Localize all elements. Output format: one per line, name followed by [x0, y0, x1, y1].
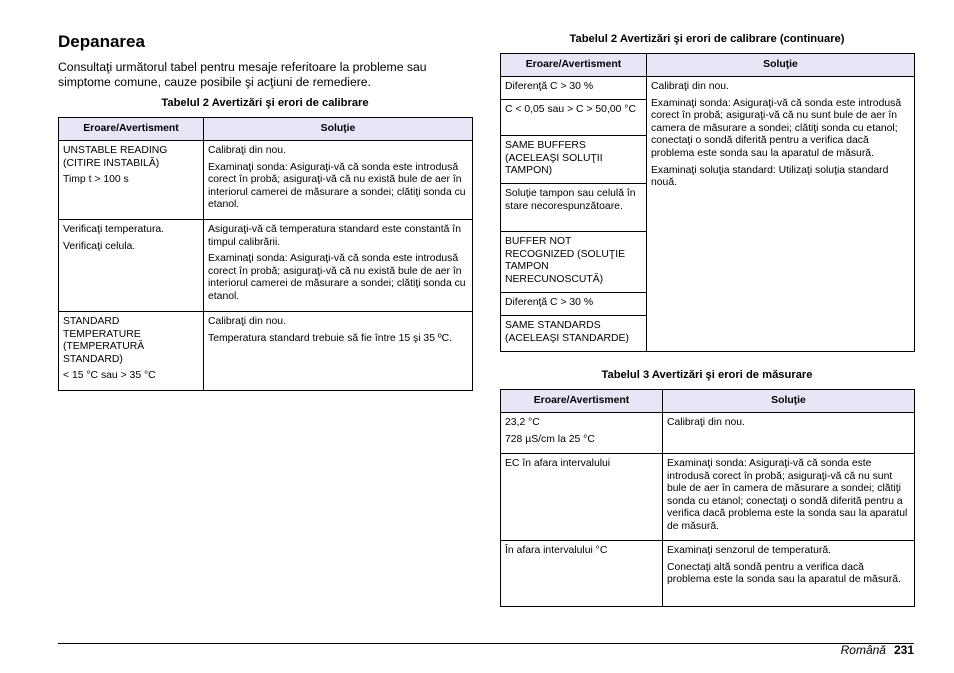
table3-row3-solution: Examinaţi senzorul de temperatură. Conectaţi altă sondă pentru a verifica dacă problema este la sonda sau la aparatul de măsură.: [663, 541, 915, 607]
table-row: [501, 541, 915, 607]
table-row: [59, 312, 473, 391]
table3-caption: Tabelul 3 Avertizări şi erori de măsurare: [601, 369, 813, 381]
table3-row1-solution: Calibraţi din nou.: [663, 413, 915, 454]
footer-divider: [58, 643, 914, 644]
table2cont-error-4: Soluţie tampon sau celulă în stare necorespunzătoare.: [501, 184, 647, 232]
table3-row1-error: 23,2 °C 728 µS/cm la 25 °C: [501, 413, 663, 454]
footer: [841, 643, 914, 657]
table2-caption: Tabelul 2 Avertizări şi erori de calibrare: [161, 97, 369, 109]
table2-header-error: Eroare/Avertisment: [59, 118, 204, 141]
table2-row1-solution: Calibraţi din nou. Examinaţi sonda: Asiguraţi-vă că sonda este introdusă corect în probă; asiguraţi-vă că nu există bule de aer în interiorul camerei de măsurare a sondei; clătiţi sonda cu etanol.: [204, 141, 473, 220]
table2cont-solution: Calibraţi din nou. Examinaţi sonda: Asiguraţi-vă că sonda este introdusă corect în probă; asiguraţi-vă că nu sunt bule de aer în camera de măsurare a sondei; clătiţi sonda cu etanol; conectaţi o sondă diferită pentru a verifica dacă problema este sonda sau la aparatul de măsură. Examinaţi soluţia standard: Utilizaţi soluţia standard nouă.: [647, 77, 915, 352]
table2cont-error-2: C < 0,05 sau > C > 50,00 °C: [501, 100, 647, 136]
table2-row3-error: STANDARD TEMPERATURE (TEMPERATURĂ STANDARD) < 15 °C sau > 35 °C: [59, 312, 204, 391]
table3-row2-solution: Examinaţi sonda: Asiguraţi-vă că sonda este introdusă corect în probă; asiguraţi-vă că nu sunt bule de aer în camera de măsurare a sondei; clătiţi sonda cu etanol; conectaţi o sondă diferită pentru a verifica dacă problema este la sonda sau la aparatul de măsură.: [663, 454, 915, 541]
table-row: [59, 141, 473, 220]
table3-measurement-errors: [500, 389, 915, 607]
table2-row1-error: UNSTABLE READING (CITIRE INSTABILĂ) Timp t > 100 s: [59, 141, 204, 220]
table3-header-error: Eroare/Avertisment: [501, 390, 663, 413]
footer-language: Română: [840, 643, 886, 657]
table-row: [59, 220, 473, 312]
table2cont-header-solution: Soluţie: [647, 54, 915, 77]
table2cont-error-6: Diferenţă C > 30 %: [501, 293, 647, 316]
table2-calibration-errors: [58, 117, 473, 391]
table2cont-error-5: BUFFER NOT RECOGNIZED (SOLUŢIE TAMPON NERECUNOSCUTĂ): [501, 232, 647, 293]
table2cont-calibration-errors: [500, 53, 915, 352]
page-title: Depanarea: [58, 32, 145, 51]
table2cont-error-7: SAME STANDARDS (ACELEAŞI STANDARDE): [501, 316, 647, 352]
table2cont-header-error: Eroare/Avertisment: [501, 54, 647, 77]
intro-paragraph: Consultaţi următorul tabel pentru mesaje referitoare la probleme sau simptome comune, cauze posibile şi acţiuni de remediere.: [58, 60, 427, 89]
table2-row3-solution: Calibraţi din nou. Temperatura standard trebuie să fie între 15 şi 35 ºC.: [204, 312, 473, 391]
table2cont-error-1: Diferenţă C > 30 %: [501, 77, 647, 100]
table2cont-caption: Tabelul 2 Avertizări şi erori de calibrare (continuare): [569, 33, 845, 45]
table2-row2-solution: Asiguraţi-vă că temperatura standard este constantă în timpul calibrării. Examinaţi sonda: Asiguraţi-vă că sonda este introdusă corect în probă; asiguraţi-vă că nu există bule de aer în interiorul camerei de măsurare a sondei; clătiţi sonda cu etanol.: [204, 220, 473, 312]
table2-row2-error: Verificaţi temperatura. Verificaţi celula.: [59, 220, 204, 312]
table3-header-solution: Soluţie: [663, 390, 915, 413]
table3-row2-error: EC în afara intervalului: [501, 454, 663, 541]
table-row: [501, 413, 915, 454]
table2-header-solution: Soluţie: [204, 118, 473, 141]
table-row: [501, 77, 915, 100]
table3-row3-error: În afara intervalului °C: [501, 541, 663, 607]
table-row: [501, 454, 915, 541]
page-number: 231: [893, 643, 914, 657]
table2cont-error-3: SAME BUFFERS (ACELEAŞI SOLUŢII TAMPON): [501, 136, 647, 184]
